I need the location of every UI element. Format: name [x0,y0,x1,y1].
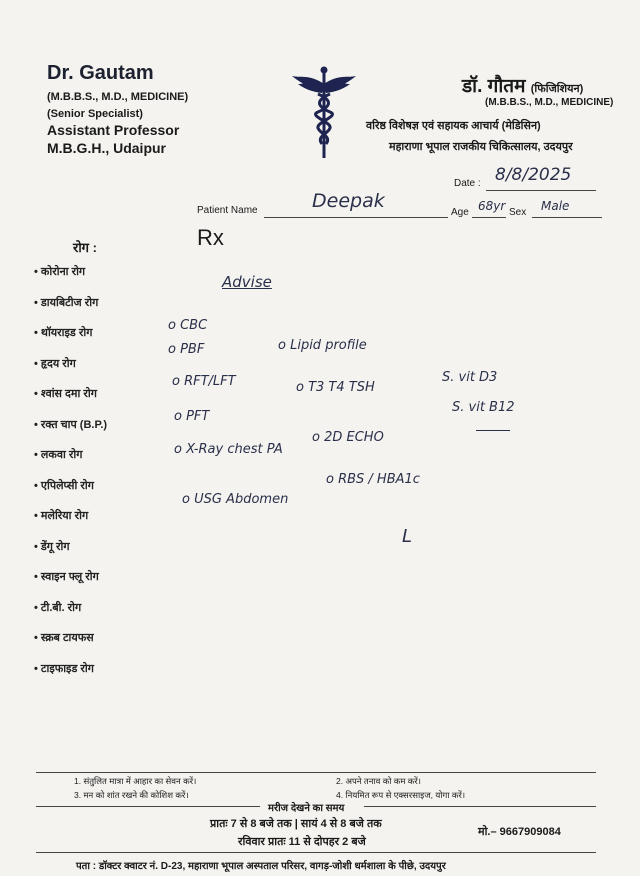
sex-value[interactable]: Male [541,199,570,213]
doctor-title-en: Assistant Professor [47,122,180,138]
footer-tip: 2. अपने तनाव को कम करें। [336,776,421,786]
rx-symbol: Rx [197,225,224,250]
doctor-hospital-en: M.B.G.H., Udaipur [47,140,166,156]
rx-item: o USG Abdomen [182,492,289,507]
disease-item: • टी.बी. रोग [34,600,107,631]
date-underline [486,190,596,191]
disease-item: • रक्त चाप (B.P.) [34,417,107,448]
patient-name-label: Patient Name [197,205,258,216]
footer-bottom-rule [36,852,596,853]
rx-item: o Lipid profile [278,338,367,353]
disease-item: • श्वांस दमा रोग [34,386,107,417]
date-label: Date : [454,178,481,189]
disease-item: • थॉयराइड रोग [34,325,107,356]
rx-item: S. vit B12 [452,400,515,415]
rx-item: o CBC [168,318,208,333]
timing-weekday: प्रातः 7 से 8 बजे तक | सायं 4 से 8 बजे तक [210,818,382,830]
caduceus-icon [292,66,356,160]
rx-item: o RBS / HBA1c [326,472,420,487]
rx-item: o T3 T4 TSH [296,380,375,395]
rx-item: o RFT/LFT [172,374,236,389]
mobile-number[interactable]: मो.– 9667909084 [478,826,561,838]
age-label: Age [451,207,469,218]
disease-item: • मलेरिया रोग [34,508,107,539]
rx-item: o PBF [168,342,205,357]
rx-item: o X-Ray chest PA [174,442,283,457]
doctor-name-en: Dr. Gautam [47,62,154,84]
disease-item: • टाइफाइड रोग [34,661,107,692]
sex-label: Sex [509,207,527,218]
disease-list [34,264,107,691]
rog-heading: रोग : [73,240,97,255]
doctor-degree-hi: (M.B.B.S., M.D., MEDICINE) [485,97,614,108]
advice-heading: Advise [222,273,272,291]
timing-rule-left [36,806,260,807]
footer-top-rule [36,772,596,773]
disease-item: • स्क्रब टायफस [34,630,107,661]
doctor-name-hi-text: डॉ. गौतम [462,76,526,97]
doctor-hospital-hi: महाराणा भूपाल राजकीय चिकित्सालय, उदयपुर [389,141,573,153]
disease-item: • एपिलेप्सी रोग [34,478,107,509]
disease-item: • डेंगू रोग [34,539,107,570]
doctor-specialist-en: (Senior Specialist) [47,108,143,120]
footer-tip: 3. मन को शांत रखने की कोशिश करें। [74,790,189,800]
doctor-degree-en: (M.B.B.S., M.D., MEDICINE) [47,91,189,103]
age-underline [472,217,506,218]
timing-heading: मरीज देखने का समय [268,803,345,814]
rx-mark: L [402,526,413,547]
patient-name-value[interactable]: Deepak [312,190,385,212]
disease-item: • स्वाइन फ्लू रोग [34,569,107,600]
date-value[interactable]: 8/8/2025 [495,165,572,185]
rx-item: o PFT [174,409,210,424]
disease-item: • डायबिटीज रोग [34,295,107,326]
doctor-name-hi-suffix: (फिजिशियन) [530,83,584,95]
doctor-title-hi: वरिष्ठ विशेषज्ञ एवं सहायक आचार्य (मेडिसिन) [366,120,541,132]
vit-b12-underline [476,430,510,431]
disease-item: • कोरोना रोग [34,264,107,295]
timing-rule-right [364,806,596,807]
patient-name-underline [264,217,448,218]
rx-item: o 2D ECHO [312,430,384,445]
doctor-name-hi [462,72,583,98]
timing-sunday: रविवार प्रातः 11 से दोपहर 2 बजे [238,836,366,848]
age-value[interactable]: 68yr [478,199,506,213]
disease-item: • हृदय रोग [34,356,107,387]
clinic-address: पता : डॉक्टर क्वाटर नं. D-23, महाराणा भूपाल अस्पताल परिसर, वागड़-जोशी धर्मशाला के पीछे, उदयपुर [76,861,446,872]
rx-item: S. vit D3 [442,370,498,385]
sex-underline [532,217,602,218]
footer-tip: 4. नियमित रूप से एक्सरसाइज, योगा करें। [336,790,466,800]
footer-tip: 1. संतुलित मात्रा में आहार का सेवन करें। [74,776,197,786]
disease-item: • लकवा रोग [34,447,107,478]
